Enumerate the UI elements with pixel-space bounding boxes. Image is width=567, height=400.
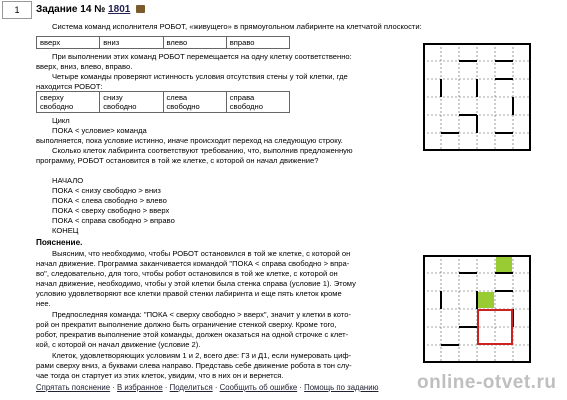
check-command-top-word: сверху [40, 93, 64, 102]
share-link[interactable]: Поделиться [169, 383, 213, 392]
intro-text: Система команд исполнителя РОБОТ, «живущего» в прямоугольном лабиринте на клетчатой плоскости: [52, 22, 422, 31]
check-command-bottom [100, 92, 163, 113]
explanation-line: кой, с которой он начал движение (условие 2). [36, 340, 201, 349]
move-desc-line-1: При выполнении этих команд РОБОТ перемещается на одну клетку соответственно: [52, 52, 352, 61]
check-command-right-word: справа [229, 93, 255, 102]
basket-icon[interactable] [136, 5, 145, 13]
move-command-right: вправо [226, 37, 289, 49]
loop-keyword: Цикл [52, 116, 70, 125]
explanation-title: Пояснение. [36, 238, 83, 247]
explanation-line: Предпоследняя команда: "ПОКА < сверху свободно > вверх", значит у клетки в кото- [52, 310, 351, 319]
favorites-link[interactable]: В избранное [117, 383, 163, 392]
explanation-line: нее. [36, 299, 51, 308]
check-command-bottom-free: свободно [103, 102, 137, 111]
maze-solution-image [423, 255, 531, 363]
move-command-up: вверх [37, 37, 100, 49]
program-line-2: ПОКА < снизу свободно > вниз [52, 186, 161, 195]
question-line-1: Сколько клеток лабиринта соответствуют требованию, что, выполнив предложенную [52, 146, 353, 155]
explanation-line: рой он прекратит выполнение должно быть ограничение стенкой сверху. Кроме того, [36, 320, 337, 329]
explanation-line: начал движение, необходимо, чтобы у этой клетки была стенка справа (условие 1). Этому [36, 279, 356, 288]
explanation-line: рами сверху вниз, а буквами слева направо. Представь себе движение робота в тон слу- [36, 361, 352, 370]
move-command-down: вниз [100, 37, 163, 49]
explanation-line: условию удовлетворяют все клетки правой стенки лабиринта и еще пять клеток кроме [36, 289, 342, 298]
check-desc-line-2: находится РОБОТ: [36, 82, 103, 91]
help-link[interactable]: Помощь по заданию [304, 383, 379, 392]
move-command-left: влево [163, 37, 226, 49]
task-title-prefix: Задание 14 № [36, 4, 106, 15]
program-line-4: ПОКА < сверху свободно > вверх [52, 206, 170, 215]
explanation-line: начал движение. Программа заканчивается командой "ПОКА < справа свободно > впра- [36, 259, 350, 268]
explanation-line: чае тогда он стартует из этих клеток, увидим, что в них он и вернется. [36, 371, 284, 380]
check-command-left-word: слева [166, 93, 188, 102]
check-command-left-free: свободно [166, 102, 200, 111]
move-commands-table [36, 36, 290, 49]
program-line-1: НАЧАЛО [52, 176, 84, 185]
task-id-link[interactable]: 1801 [108, 4, 131, 15]
check-command-right-free: свободно [229, 102, 263, 111]
report-error-link[interactable]: Сообщить об ошибке [219, 383, 298, 392]
check-desc-line-1: Четыре команды проверяют истинность условия отсутствия стены у той клетки, где [52, 72, 348, 81]
loop-desc: выполняется, пока условие истинно, иначе происходит переход на следующую строку. [36, 136, 343, 145]
check-command-top [37, 92, 100, 113]
watermark: online-otvet.ru [417, 372, 557, 393]
check-command-left [163, 92, 226, 113]
hide-explanation-link[interactable]: Спрятать пояснение [36, 383, 111, 392]
check-command-right [226, 92, 289, 113]
check-command-bottom-word: снизу [103, 93, 123, 102]
program-line-5: ПОКА < справа свободно > вправо [52, 216, 175, 225]
program-line-3: ПОКА < слева свободно > влево [52, 196, 167, 205]
task-number-box: 1 [2, 1, 32, 19]
maze-task-image [423, 43, 531, 151]
question-line-2: программу, РОБОТ остановится в той же клетке, с которой он начал движение? [36, 156, 319, 165]
move-desc-line-2: вверх, вниз, влево, вправо. [36, 62, 133, 71]
explanation-line: Выясним, что необходимо, чтобы РОБОТ остановился в той же клетке, с которой он [52, 249, 351, 258]
highlight-cell-d1 [496, 256, 512, 272]
explanation-line: робот, прекратив выполнение этой команды, должен оказаться на одной строчке с клет- [36, 330, 349, 339]
explanation-line: Клеток, удовлетворяющих условиям 1 и 2, всего две: Г3 и Д1, если нумеровать циф- [52, 351, 352, 360]
check-command-top-free: свободно [40, 102, 74, 111]
program-line-6: КОНЕЦ [52, 226, 79, 235]
check-commands-table [36, 91, 290, 113]
highlight-cell-g3 [478, 292, 494, 308]
explanation-line: во", следовательно, для того, чтобы робот остановился в той же клетке, с которой он [36, 269, 338, 278]
loop-syntax: ПОКА < условие> команда [52, 126, 147, 135]
task-title [36, 4, 145, 15]
footer-links: Спрятать пояснение · В избранное · Поделиться · Сообщить об ошибке · Помощь по заданию [36, 383, 379, 392]
